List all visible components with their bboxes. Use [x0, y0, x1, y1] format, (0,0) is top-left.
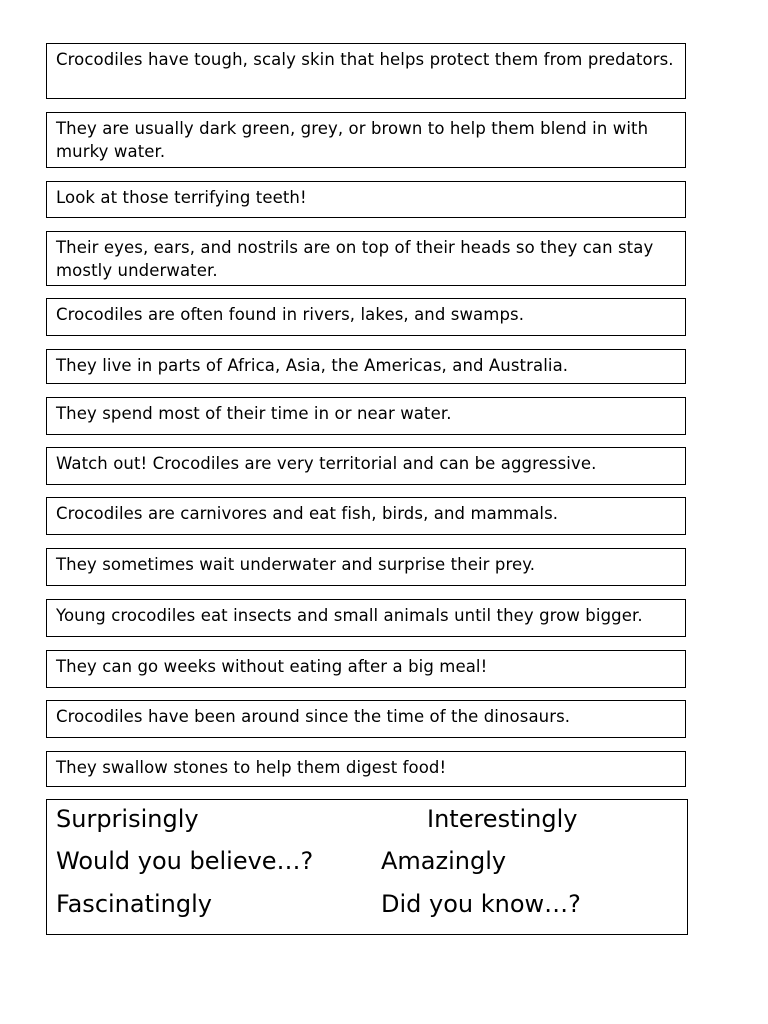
opener-amazingly: Amazingly: [381, 847, 507, 875]
sentence-openers-box: [46, 799, 688, 935]
fact-text: Their eyes, ears, and nostrils are on top of their heads so they can stay mostly underwater.: [56, 238, 654, 280]
fact-text: Young crocodiles eat insects and small animals until they grow bigger.: [56, 606, 643, 625]
fact-text: They are usually dark green, grey, or brown to help them blend in with murky water.: [56, 119, 649, 161]
opener-surprisingly: Surprisingly: [56, 805, 199, 833]
fact-box-8: [46, 447, 686, 485]
fact-box-5: [46, 298, 686, 336]
fact-box-10: [46, 548, 686, 586]
fact-box-14: [46, 751, 686, 787]
fact-box-9: [46, 497, 686, 535]
opener-fascinatingly: Fascinatingly: [56, 890, 212, 918]
fact-text: They swallow stones to help them digest food!: [56, 758, 447, 777]
fact-box-2: [46, 112, 686, 168]
fact-box-1: [46, 43, 686, 99]
opener-did-you-know: Did you know…?: [381, 890, 581, 918]
fact-box-12: [46, 650, 686, 688]
fact-text: Crocodiles have tough, scaly skin that helps protect them from predators.: [56, 50, 674, 69]
fact-text: They live in parts of Africa, Asia, the Americas, and Australia.: [56, 356, 569, 375]
fact-box-7: [46, 397, 686, 435]
fact-text: Crocodiles are carnivores and eat fish, birds, and mammals.: [56, 504, 559, 523]
fact-text: They can go weeks without eating after a big meal!: [56, 657, 488, 676]
fact-text: Crocodiles are often found in rivers, lakes, and swamps.: [56, 305, 525, 324]
fact-box-4: [46, 231, 686, 286]
opener-would-you-believe: Would you believe…?: [56, 847, 314, 875]
opener-interestingly: Interestingly: [427, 805, 578, 833]
fact-text: Watch out! Crocodiles are very territorial and can be aggressive.: [56, 454, 597, 473]
fact-box-13: [46, 700, 686, 738]
fact-text: They spend most of their time in or near water.: [56, 404, 452, 423]
fact-box-6: [46, 349, 686, 384]
fact-box-11: [46, 599, 686, 637]
fact-text: Look at those terrifying teeth!: [56, 188, 307, 207]
fact-text: Crocodiles have been around since the time of the dinosaurs.: [56, 707, 571, 726]
fact-text: They sometimes wait underwater and surprise their prey.: [56, 555, 536, 574]
fact-box-3: [46, 181, 686, 218]
